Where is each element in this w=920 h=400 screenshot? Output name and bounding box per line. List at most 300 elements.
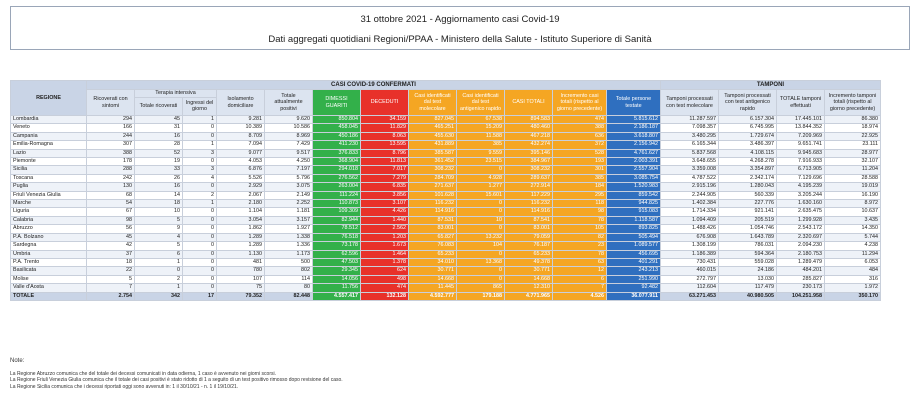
table-row (11, 166, 881, 174)
table-cell: 0 (183, 216, 217, 224)
table-cell: 3.354.897 (719, 166, 777, 174)
table-cell: 4.771.965 (505, 292, 553, 300)
group-tamponi: TAMPONI (661, 81, 881, 90)
table-cell: 23.111 (825, 141, 881, 149)
table-cell: 11.445 (409, 284, 457, 292)
table-cell: 184 (553, 183, 607, 191)
col-tamp-rapido: Tamponi processati con test antigenico rapido (719, 90, 777, 116)
table-cell: 2.929 (217, 183, 265, 191)
table-cell: 2.186.187 (607, 124, 661, 132)
table-cell: 15.209 (457, 124, 505, 132)
table-cell: 467.218 (505, 132, 553, 140)
col-ricoverati: Ricoverati con sintomi (87, 90, 135, 116)
table-cell: 2.149 (265, 191, 313, 199)
table-cell: 676.908 (661, 233, 719, 241)
table-cell: 116.232 (409, 200, 457, 208)
table-cell: 865 (457, 284, 505, 292)
table-cell: 559.028 (719, 258, 777, 266)
table-cell: 272.914 (505, 183, 553, 191)
table-cell: 118 (553, 200, 607, 208)
col-ti-totale: Totale ricoverati (135, 97, 183, 115)
table-cell: 0 (183, 208, 217, 216)
table-cell: 1.714.334 (661, 208, 719, 216)
table-cell: 2.180 (217, 200, 265, 208)
table-cell: 4.195.239 (777, 183, 825, 191)
table-cell: 1.118.587 (607, 216, 661, 224)
table-cell: 1.643.789 (719, 233, 777, 241)
table-cell: 205.519 (719, 216, 777, 224)
header-subtitle: Dati aggregati quotidiani Regioni/PPAA - Ministero della Salute - Istituto Superiore di Sanità (268, 34, 652, 45)
table-cell: 4.108.115 (719, 149, 777, 157)
table-cell: 9.651.741 (777, 141, 825, 149)
table-cell: 624 (361, 267, 409, 275)
table-cell: 193 (553, 158, 607, 166)
table-cell: 80 (265, 284, 313, 292)
table-cell: 40.980.505 (719, 292, 777, 300)
table-cell: 63.271.453 (661, 292, 719, 300)
table-cell: 1.378 (361, 258, 409, 266)
table-cell: 0 (183, 183, 217, 191)
table-cell: 1.402.384 (661, 200, 719, 208)
table-cell: 65.233 (409, 250, 457, 258)
table-row (11, 124, 881, 132)
table-cell: 30.771 (409, 267, 457, 275)
table-cell: 263.004 (313, 183, 361, 191)
table-cell: 11.287.597 (661, 116, 719, 124)
table-cell: 87.531 (409, 216, 457, 224)
table-cell: 388 (87, 149, 135, 157)
table-cell: 4 (183, 174, 217, 182)
col-molecolare: Casi identificati dal test molecolare (409, 90, 457, 116)
table-cell: 301 (553, 166, 607, 174)
table-cell: 294.018 (313, 166, 361, 174)
table-row (11, 275, 881, 283)
cell-region: Sicilia (11, 166, 87, 174)
table-cell: 109.309 (313, 208, 361, 216)
table-cell: 1.520.983 (607, 183, 661, 191)
table-cell: 850.804 (313, 116, 361, 124)
table-cell: 385 (457, 141, 505, 149)
cell-region: Lazio (11, 149, 87, 157)
table-cell: 76.187 (505, 242, 553, 250)
table-cell: 289.637 (505, 174, 553, 182)
table-cell: 5.744 (825, 233, 881, 241)
table-cell: 56 (87, 225, 135, 233)
table-cell: 308.232 (409, 166, 457, 174)
table-cell: 18.974 (825, 124, 881, 132)
table-cell: 2.754 (87, 292, 135, 300)
table-cell: 0 (183, 284, 217, 292)
table-cell: 1.289 (217, 233, 265, 241)
col-persone-testate: Totale persone testate (607, 90, 661, 116)
table-row (11, 174, 881, 182)
table-cell: 0 (183, 242, 217, 250)
table-cell: 802 (265, 267, 313, 275)
table-cell: 1 (183, 116, 217, 124)
cell-region: Valle d'Aosta (11, 284, 87, 292)
table-cell: 7 (87, 284, 135, 292)
table-row (11, 284, 881, 292)
table-cell: 921.141 (719, 208, 777, 216)
table-cell: 11.829 (361, 124, 409, 132)
table-cell: 6.876 (217, 166, 265, 174)
table-cell: 308.232 (505, 166, 553, 174)
table-cell: 15.601 (457, 191, 505, 199)
table-cell: 294 (87, 116, 135, 124)
table-cell: 474 (553, 116, 607, 124)
table-cell: 372 (553, 141, 607, 149)
group-confirmed: CASI COVID-19 CONFERMATI (87, 81, 661, 90)
table-cell: 786.031 (719, 242, 777, 250)
table-cell: 14.668 (409, 275, 457, 283)
table-cell: 4.557.417 (313, 292, 361, 300)
table-cell: 11.756 (313, 284, 361, 292)
table-cell: 14.668 (505, 275, 553, 283)
table-cell: 827.045 (409, 116, 457, 124)
cell-region: Puglia (11, 183, 87, 191)
table-cell: 455.630 (409, 132, 457, 140)
table-cell: 384.967 (505, 158, 553, 166)
table-cell: 227.776 (719, 200, 777, 208)
table-cell: 1.338 (265, 233, 313, 241)
table-cell: 465.251 (409, 124, 457, 132)
table-row (11, 233, 881, 241)
table-cell: 13.368 (457, 258, 505, 266)
table-cell: 83.001 (409, 225, 457, 233)
table-cell: 11.204 (825, 166, 881, 174)
table-cell: 636 (553, 132, 607, 140)
table-cell: 14.350 (825, 225, 881, 233)
note-3: La Regione Sicilia comunica che i decessi riportati oggi sono avvenuti in: 1 il 30/10/21 - n. 1 il 19/10/21. (10, 383, 239, 390)
table-cell: 3.480.295 (661, 132, 719, 140)
table-cell: 13.595 (361, 141, 409, 149)
cell-region: Lombardia (11, 116, 87, 124)
covid-data-table (10, 80, 881, 301)
table-cell: 1.277 (457, 183, 505, 191)
table-cell: 105 (553, 225, 607, 233)
table-cell: 4.053 (217, 158, 265, 166)
table-cell: 52 (135, 149, 183, 157)
table-cell: 22.925 (825, 132, 881, 140)
table-cell: 2.342.174 (719, 174, 777, 182)
table-cell: 47.503 (313, 258, 361, 266)
table-cell: 4.761.627 (607, 149, 661, 157)
table-cell: 86.380 (825, 116, 881, 124)
table-cell: 0 (457, 267, 505, 275)
table-cell: 1.299.928 (777, 216, 825, 224)
table-cell: 0 (457, 275, 505, 283)
table-cell: 1.130 (217, 250, 265, 258)
table-cell: 78.512 (313, 225, 361, 233)
table-cell: 0 (457, 225, 505, 233)
table-cell: 31 (135, 124, 183, 132)
table-cell: 0 (183, 267, 217, 275)
table-cell: 10 (135, 208, 183, 216)
table-cell: 8.796 (361, 149, 409, 157)
table-cell: 285.827 (777, 275, 825, 283)
table-row (11, 225, 881, 233)
table-row (11, 132, 881, 140)
col-ti-ingressi: Ingressi del giorno (183, 97, 217, 115)
col-tamp-incremento: Incremento tamponi totali (rispetto al giorno precedente) (825, 90, 881, 116)
table-cell: 2.156.942 (607, 141, 661, 149)
table-cell: 3.075 (265, 183, 313, 191)
table-cell: 1.630.160 (777, 200, 825, 208)
table-cell: 19.019 (825, 183, 881, 191)
table-cell: 130 (87, 183, 135, 191)
table-cell: 179.188 (457, 292, 505, 300)
table-cell: 7.916.933 (777, 158, 825, 166)
table-cell: 9.517 (265, 149, 313, 157)
table-cell: 73.178 (313, 242, 361, 250)
table-cell: 9 (135, 225, 183, 233)
table-cell: 3.157 (265, 216, 313, 224)
table-row (11, 250, 881, 258)
table-cell: 65.233 (505, 250, 553, 258)
table-cell: 14 (135, 191, 183, 199)
table-cell: 63 (553, 258, 607, 266)
table-cell: 295 (553, 191, 607, 199)
table-cell: 284.709 (409, 174, 457, 182)
table-cell: 54 (87, 200, 135, 208)
table-cell: 2.252 (265, 200, 313, 208)
table-cell: 2.244.905 (661, 191, 719, 199)
table-row (11, 267, 881, 275)
cell-region: TOTALE (11, 292, 87, 300)
table-cell: 34.010 (409, 258, 457, 266)
table-cell: 1.464 (361, 250, 409, 258)
table-row (11, 200, 881, 208)
table-cell: 480.460 (505, 124, 553, 132)
table-cell: 242 (87, 174, 135, 182)
table-cell: 34.159 (361, 116, 409, 124)
cell-region: Friuli Venezia Giulia (11, 191, 87, 199)
table-row (11, 191, 881, 199)
table-cell: 12.310 (505, 284, 553, 292)
table-cell: 6 (553, 275, 607, 283)
table-cell: 8.063 (361, 132, 409, 140)
table-cell: 28 (135, 141, 183, 149)
table-cell: 4.238 (825, 242, 881, 250)
table-cell: 101.628 (409, 191, 457, 199)
table-cell: 1.488.426 (661, 225, 719, 233)
table-cell: 65.827 (409, 233, 457, 241)
table-cell: 1 (135, 284, 183, 292)
table-cell: 2.915.196 (661, 183, 719, 191)
table-cell: 7.129.696 (777, 174, 825, 182)
table-cell: 7 (553, 284, 607, 292)
table-cell: 3.205.244 (777, 191, 825, 199)
cell-region: Campania (11, 132, 87, 140)
table-cell: 6.157.304 (719, 116, 777, 124)
table-cell: 6 (135, 250, 183, 258)
table-cell: 87.541 (505, 216, 553, 224)
table-cell: 36.077.911 (607, 292, 661, 300)
table-cell: 9.281 (217, 116, 265, 124)
table-cell: 23.515 (457, 158, 505, 166)
table-cell: 42 (87, 242, 135, 250)
table-cell: 17 (183, 292, 217, 300)
table-cell: 26 (135, 174, 183, 182)
table-cell: 1.203 (361, 233, 409, 241)
table-cell: 82 (553, 233, 607, 241)
table-cell: 385.587 (409, 149, 457, 157)
cell-region: Abruzzo (11, 225, 87, 233)
table-row (11, 141, 881, 149)
table-cell: 117.479 (719, 284, 777, 292)
table-cell: 4.250 (265, 158, 313, 166)
table-cell: 458.045 (313, 124, 361, 132)
table-cell: 4.268.278 (719, 158, 777, 166)
table-cell: 18 (135, 200, 183, 208)
table-cell: 0 (135, 267, 183, 275)
table-cell: 272.797 (661, 275, 719, 283)
table-cell: 1.280.043 (719, 183, 777, 191)
table-cell: 28.588 (825, 174, 881, 182)
table-cell: 3.435 (825, 216, 881, 224)
table-cell: 117.229 (505, 191, 553, 199)
table-cell: 6.165.344 (661, 141, 719, 149)
table-cell: 83.001 (505, 225, 553, 233)
table-cell: 0 (183, 158, 217, 166)
cell-region: Basilicata (11, 267, 87, 275)
cell-region: Calabria (11, 216, 87, 224)
table-cell: 5.796 (265, 174, 313, 182)
note-1: La Regione Abruzzo comunica che del totale dei decessi comunicati in data odierna, 1 caso è avvenuto nei giorni scorsi. (10, 370, 276, 377)
table-cell: 10.586 (265, 124, 313, 132)
table-cell: 76.518 (313, 233, 361, 241)
table-cell: 110.873 (313, 200, 361, 208)
table-cell: 342 (135, 292, 183, 300)
table-cell: 3.856 (361, 191, 409, 199)
table-cell: 2.635.475 (777, 208, 825, 216)
table-cell: 350.170 (825, 292, 881, 300)
col-casi-totali: CASI TOTALI (505, 90, 553, 116)
table-cell: 2.094.230 (777, 242, 825, 250)
table-cell: 79.352 (217, 292, 265, 300)
table-cell: 1.104 (217, 208, 265, 216)
table-cell: 166 (87, 124, 135, 132)
table-cell: 37 (87, 250, 135, 258)
table-body (11, 116, 881, 301)
cell-region: Toscana (11, 174, 87, 182)
header-title: 31 ottobre 2021 - Aggiornamento casi Covid-19 (360, 14, 560, 25)
table-cell: 859.542 (607, 191, 661, 199)
table-cell: 29.345 (313, 267, 361, 275)
table-cell: 8.709 (217, 132, 265, 140)
table-cell: 1.173 (265, 250, 313, 258)
table-cell: 0 (183, 233, 217, 241)
table-cell: 23 (553, 242, 607, 250)
table-cell: 2.003.391 (607, 158, 661, 166)
table-cell: 45 (87, 233, 135, 241)
table-cell: 385 (553, 174, 607, 182)
table-cell: 16 (135, 132, 183, 140)
table-cell: 460.015 (661, 267, 719, 275)
table-cell: 594.364 (719, 250, 777, 258)
table-cell: 9.559 (457, 149, 505, 157)
table-cell: 0 (183, 258, 217, 266)
table-cell: 1.181 (265, 208, 313, 216)
cell-region: Piemonte (11, 158, 87, 166)
table-cell: 18 (87, 258, 135, 266)
table-cell: 7.209.969 (777, 132, 825, 140)
table-cell: 450.186 (313, 132, 361, 140)
cell-region: Marche (11, 200, 87, 208)
table-cell: 1.289 (217, 242, 265, 250)
cell-region: Sardegna (11, 242, 87, 250)
table-cell: 132.128 (361, 292, 409, 300)
table-cell: 5 (135, 216, 183, 224)
table-cell: 68 (87, 191, 135, 199)
table-cell: 13.232 (457, 233, 505, 241)
table-cell: 1.927 (265, 225, 313, 233)
cell-region: Veneto (11, 124, 87, 132)
table-cell: 7.197 (265, 166, 313, 174)
table-cell: 368.904 (313, 158, 361, 166)
table-cell: 243.213 (607, 267, 661, 275)
table-cell: 98 (553, 208, 607, 216)
col-incremento: Incremento casi totali (rispetto al giorno precedente) (553, 90, 607, 116)
table-row (11, 149, 881, 157)
table-cell: 28.977 (825, 149, 881, 157)
table-cell: 16 (135, 183, 183, 191)
table-cell: 4.526 (553, 292, 607, 300)
table-cell: 24.186 (719, 267, 777, 275)
table-cell: 112.604 (661, 284, 719, 292)
table-cell: 1 (183, 200, 217, 208)
col-tamp-molecolare: Tamponi processati con test molecolare (661, 90, 719, 116)
table-cell: 7.098.357 (661, 124, 719, 132)
table-cell: 1.673 (361, 242, 409, 250)
table-cell: 16.190 (825, 191, 881, 199)
table-cell: 1.440 (361, 216, 409, 224)
cell-region: P.A. Trento (11, 258, 87, 266)
table-cell: 49.378 (505, 258, 553, 266)
table-cell: 10 (457, 216, 505, 224)
table-cell: 1.289.479 (777, 258, 825, 266)
table-cell: 6.745.995 (719, 124, 777, 132)
table-cell: 0 (183, 132, 217, 140)
table-cell: 4.928 (457, 174, 505, 182)
table-cell: 388 (553, 124, 607, 132)
table-cell: 178 (87, 158, 135, 166)
table-cell: 1.186.389 (661, 250, 719, 258)
table-cell: 2.180.753 (777, 250, 825, 258)
table-cell: 5 (87, 275, 135, 283)
table-cell: 2.562 (361, 225, 409, 233)
table-cell: 116.232 (505, 200, 553, 208)
col-positivi: Totale attualmente positivi (265, 90, 313, 116)
table-cell: 1.089.577 (607, 242, 661, 250)
table-cell: 1 (135, 258, 183, 266)
table-cell: 76.083 (409, 242, 457, 250)
table-cell: 0 (457, 166, 505, 174)
table-cell: 498 (361, 275, 409, 283)
cell-region: Umbria (11, 250, 87, 258)
col-tamp-totale: TOTALE tamponi effettuati (777, 90, 825, 116)
table-cell: 7.094 (217, 141, 265, 149)
table-cell: 7.429 (265, 141, 313, 149)
table-cell: 114 (265, 275, 313, 283)
table-cell: 1.094.409 (661, 216, 719, 224)
table-cell: 7.279 (361, 174, 409, 182)
table-cell: 376.833 (313, 149, 361, 157)
table-cell: 14.056 (313, 275, 361, 283)
table-cell: 11.588 (457, 132, 505, 140)
table-cell: 1.729.674 (719, 132, 777, 140)
col-deceduti: DECEDUTI (361, 90, 409, 116)
